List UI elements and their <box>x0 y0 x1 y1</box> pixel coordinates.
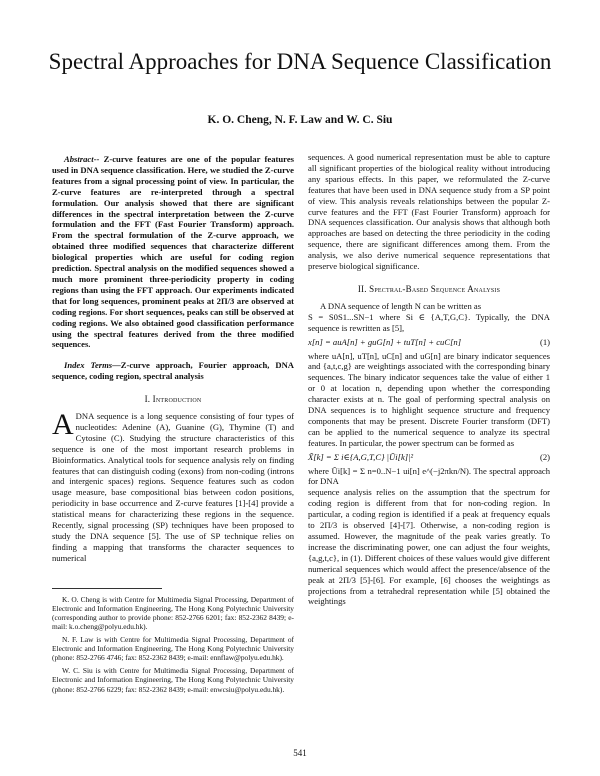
index-terms-text: —Z-curve approach, Fourier approach, DNA sequence, coding region, spectral analysis <box>52 360 294 382</box>
section-heading-spectral: II. Spectral-Based Sequence Analysis <box>357 283 501 294</box>
index-terms <box>52 360 294 382</box>
index-terms-label: Index Terms <box>64 360 113 371</box>
right-column <box>308 152 550 607</box>
section2-paragraph-2: where uA[n], uT[n], uC[n] and uG[n] are binary indicator sequences and {a,t,c,g} are weightings associated with the corresponding binary sequences. The binary indicator sequences take the value of either 1 or 0 at location n, depending upon whether the corresponding character exists at n. The goal of performing spectral analysis on DNA sequences is to highlight sequence structure and frequency components that may be present. Discrete Fourier transform (DFT) can be applied to the numerical sequence to analyze its spectral features. In particular, the power spectrum can be formed as <box>308 350 550 448</box>
page-number: 541 <box>293 748 307 758</box>
introduction-continued: sequences. A good numerical representation must be able to capture all significant properties of the biological reality without introducing any sparious effects. In this paper, we reformulated the Z-curve features that have been used in DNA sequence study from a SP point of view. This analysis reveals relationships between the popular Z-curve features and the FFT (Fast Fourier Transform) approach for DNA sequences classification. Our analysis shows that although both approaches are based on detecting the three periodicity in the coding sequence, there are significant differences among them. From the analysis, we also derive numerical sequence representations that preserve biological significance. <box>308 152 550 272</box>
section-heading-introduction: I. Introduction <box>144 394 202 405</box>
abstract <box>52 154 294 350</box>
abstract-text: -- Z-curve features are one of the popular features used in DNA sequence classification. Here, we studied the Z-curve features from a signal processing point of view. In particular, the Z-curve features are re-interpreted through a spectral formulation. Our analysis showed that there are significant differences in the spectral interpretation between the Z-curve formulation and the FFT (Fast Fourier Transform) approach. From the spectral formulation of the Z-curve approach, we obtained three modified sequences that characterize different biological properties which are useful for coding region prediction. Spectral analysis on the modified sequences showed a much more prominent three-periodicity property in coding regions than using the FFT approach. Our experiments indicated that for long sequences, prominent peaks at 2Π/3 are observed at coding regions. For short sequences, peaks can still be observed at coding regions. We also obtained good classification performance using the spectral features derived from the three modified sequences. <box>52 154 294 350</box>
equation-1-body: x[n] = auA[n] + guG[n] + tuT[n] + cuC[n] <box>308 336 462 347</box>
section2-paragraph-3a: where Ũi[k] = Σ n=0..N−1 ui[n] e^(−j2πkn/N). The spectral approach for DNA <box>308 465 550 487</box>
section2-paragraph-1b: S = S0S1...SN−1 where Si ∈ {A,T,G,C}. Typically, the DNA sequence is rewritten as [5], <box>308 311 550 333</box>
footnote-siu: W. C. Siu is with Centre for Multimedia Signal Processing, Department of Electronic and Information Engineering, The Hong Kong Polytechnic University (phone: 852-2766 6229; fax: 852-2362 8439; e-mail: enwcsiu@polyu.edu.hk). <box>52 666 294 694</box>
equation-2-number: (2) <box>539 451 550 462</box>
equation-2-body: X̃[k] = Σ i∈{A,G,T,C} |Ũi[k]|² <box>308 451 414 462</box>
left-column <box>52 150 294 698</box>
footnotes <box>52 595 294 694</box>
equation-2 <box>308 452 550 463</box>
footnote-law: N. F. Law is with Centre for Multimedia Signal Processing, Department of Electronic and Information Engineering, The Hong Kong Polytechnic University (phone: 852-2766 4746; fax: 852-2362 8439; e-mail: ennflaw@polyu.edu.hk). <box>52 635 294 663</box>
introduction-text: DNA sequence is a long sequence consisting of four types of nucleotides: Adenine (A), Guanine (G), Thymine (T) and Cytosine (C). Studying the structure characteristics of this sequence is one of the most important research problems in Bioinformatics. Analytical tools for sequence analysis rely on finding features that can distinguish coding (exons) from non-coding (introns and intergenic spaces) regions. Sequence features such as codon usage measure, base compositional bias between codon positions, periodicity in base occurrence and Z-curve features [1]-[4] provide a statistical means for characterizing these regions in the sequence. Recently, signal processing (SP) techniques have been proposed to study the DNA sequence [5]. The use of SP technique relies on finding a mapping that transforms the character sequences to numerical <box>52 411 294 563</box>
introduction-paragraph <box>52 408 294 564</box>
abstract-label: Abstract <box>64 154 94 164</box>
paper-title: Spectral Approaches for DNA Sequence Classification <box>48 49 552 74</box>
author-list: K. O. Cheng, N. F. Law and W. C. Siu <box>207 114 393 126</box>
footnote-divider <box>52 588 162 589</box>
drop-cap: A <box>52 408 74 442</box>
section2-paragraph-1a: A DNA sequence of length N can be written as <box>320 300 482 311</box>
section2-paragraph-3b: sequence analysis relies on the assumption that the spectrum for coding region is different from that for non-coding region. In particular, a coding region is identified if a peak at frequency equals to 2Π/3 is observed [4]-[7]. Otherwise, a non-coding region is assumed. However, the magnitude of the peak varies greatly. To increase the discriminating power, one can adjust the four weights, {a,g,t,c}, in (1). Different choices of these values would give different numerical sequences which would affect the presence/absence of the peak at 2Π/3 [5]-[6]. For example, [6] chooses the weightings as projections from a tetrahedral representation while [5] obtained the weightings <box>308 487 550 607</box>
equation-1-number: (1) <box>539 336 550 347</box>
footnote-cheng: K. O. Cheng is with Centre for Multimedia Signal Processing, Department of Electronic and Information Engineering, The Hong Kong Polytechnic University (corresponding author to provide phone: 852-2766 6201; fax: 852-2362 8439; e-mail: k.o.cheng@polyu.edu.hk). <box>52 594 294 631</box>
equation-1 <box>308 337 550 348</box>
